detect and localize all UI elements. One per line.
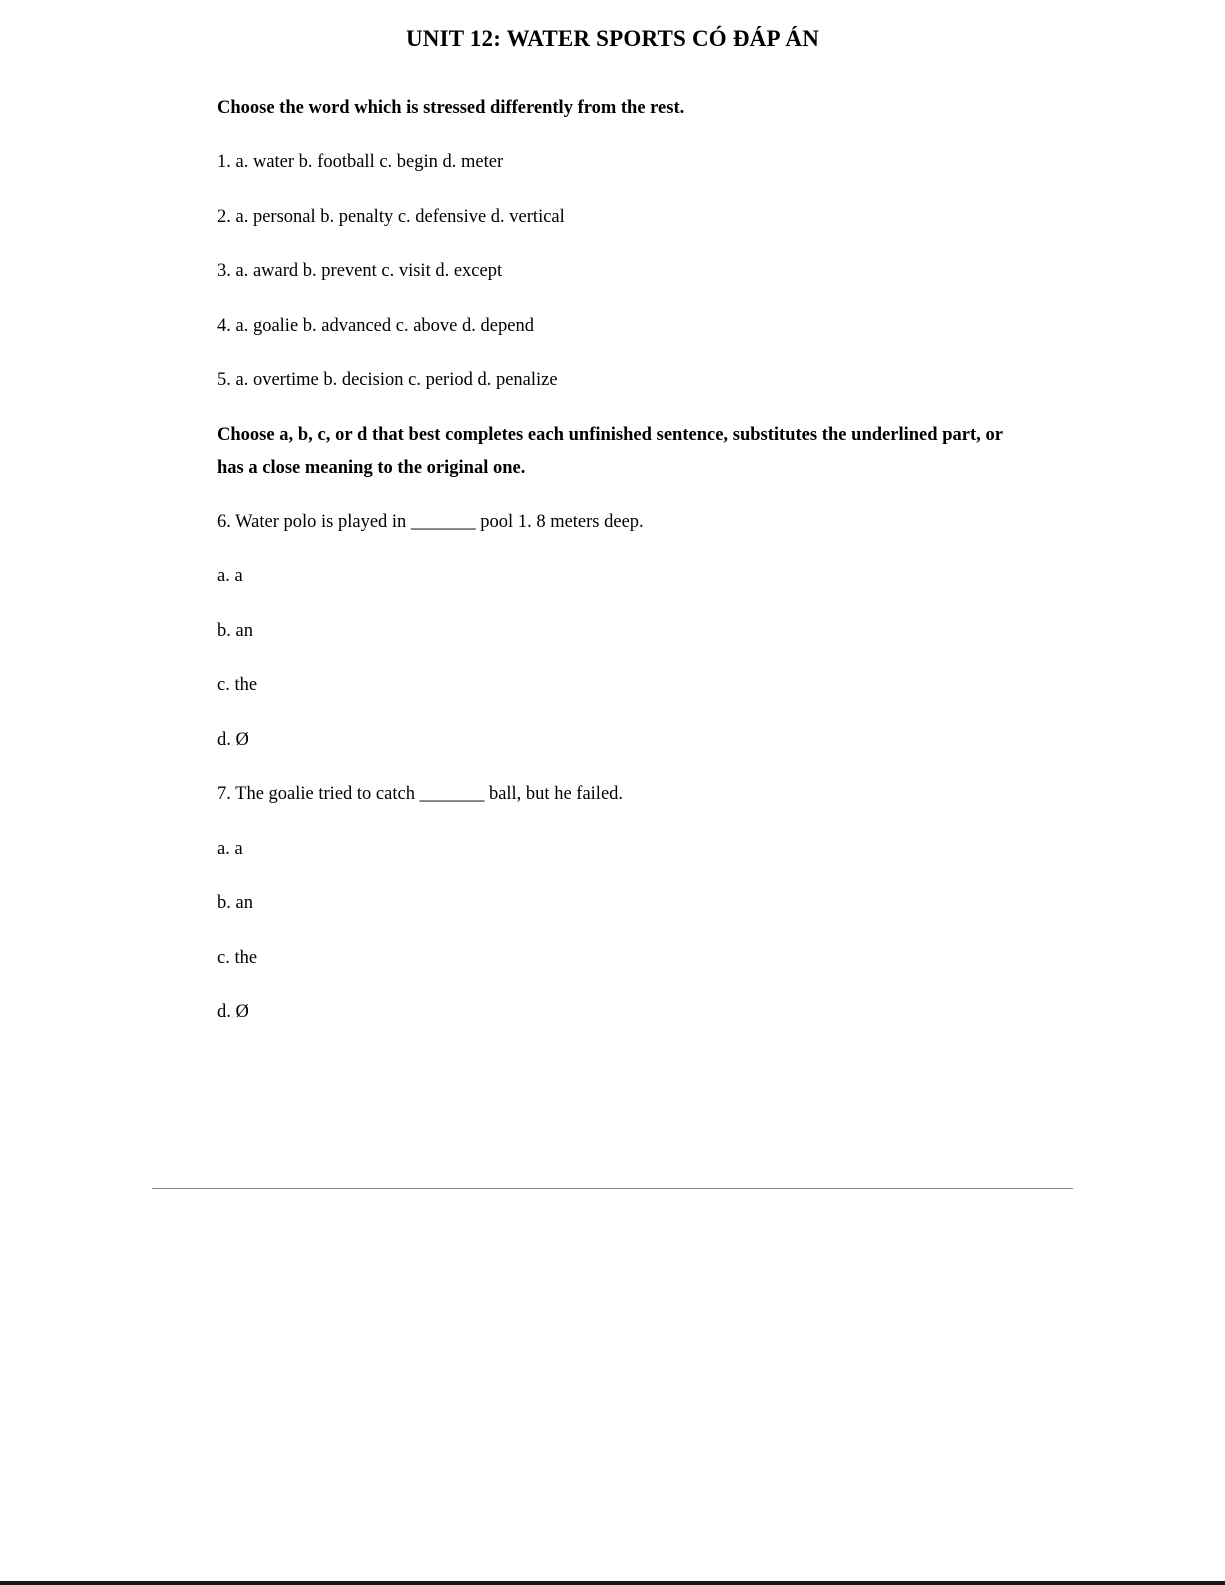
question-7-option-c: c. the	[217, 947, 258, 968]
section2-instruction: Choose a, b, c, or d that best completes each unfinished sentence, substitutes the underlined part, or has a close meaning to the original one.	[217, 424, 1003, 478]
page-bottom-edge	[0, 1581, 1225, 1585]
question-6-option-a: a. a	[217, 566, 243, 586]
document-body	[217, 92, 1003, 1051]
footer-divider	[152, 1188, 1073, 1189]
question-7-stem: 7. The goalie tried to catch _______ ball, but he failed.	[217, 784, 624, 804]
question-4: 4. a. goalie b. advanced c. above d. depend	[217, 315, 534, 336]
page-title: UNIT 12: WATER SPORTS CÓ ĐÁP ÁN	[405, 26, 820, 51]
question-7-option-b: b. an	[217, 893, 253, 913]
question-6-option-b: b. an	[217, 620, 253, 641]
section1-instruction: Choose the word which is stressed differently from the rest.	[217, 98, 685, 118]
question-3: 3. a. award b. prevent c. visit d. except	[217, 261, 503, 281]
question-6-option-d: d. Ø	[217, 729, 249, 750]
question-6-option-c: c. the	[217, 675, 258, 695]
question-1: 1. a. water b. football c. begin d. meter	[217, 152, 504, 172]
question-7-option-d: d. Ø	[217, 1002, 249, 1022]
question-7-option-a: a. a	[217, 838, 243, 859]
question-5: 5. a. overtime b. decision c. period d. penalize	[217, 370, 558, 390]
question-6-stem: 6. Water polo is played in _______ pool 1. 8 meters deep.	[217, 511, 644, 532]
question-2: 2. a. personal b. penalty c. defensive d. vertical	[217, 206, 565, 227]
